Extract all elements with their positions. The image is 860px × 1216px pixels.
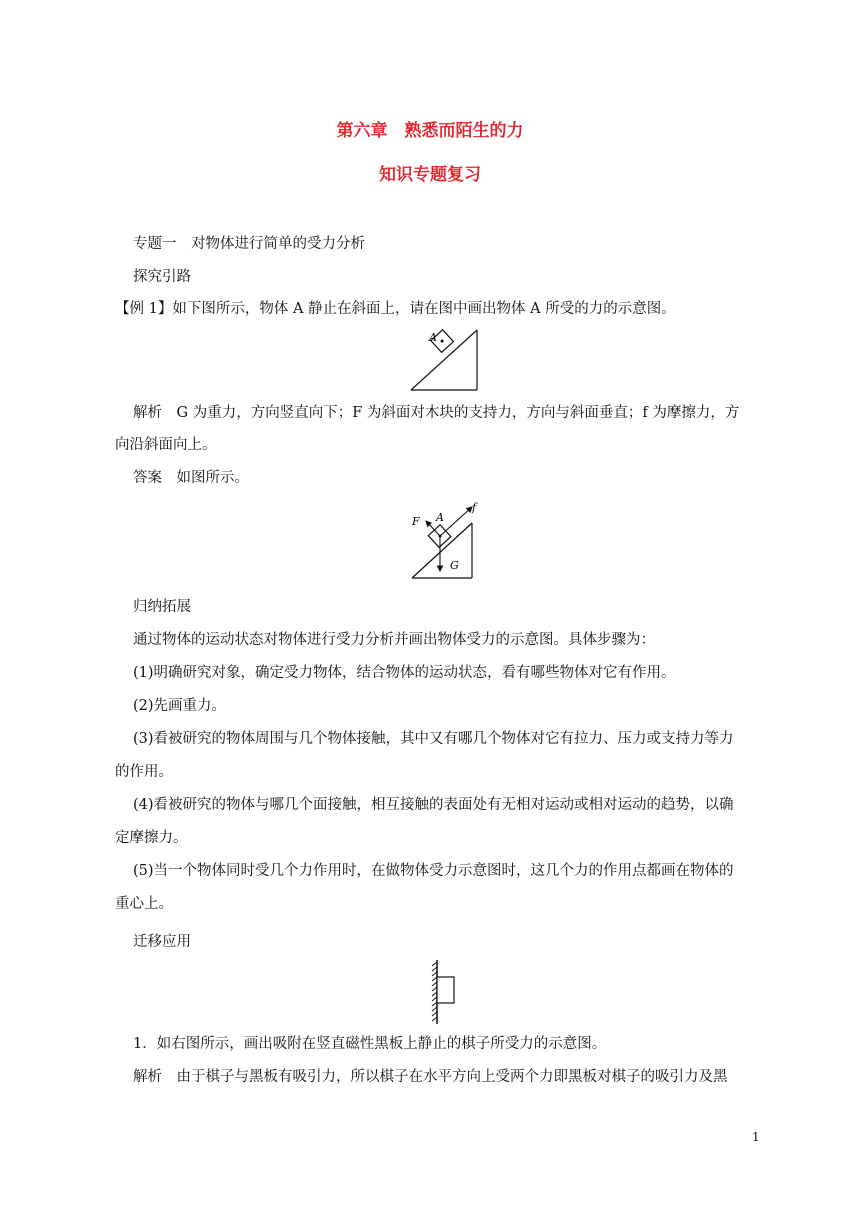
question-1-analysis: 解析 由于棋子与黑板有吸引力，所以棋子在水平方向上受两个力即黑板对棋子的吸引力及黑 [133, 1069, 728, 1085]
apply-heading: 迁移应用 [133, 934, 191, 950]
explore-heading: 探究引路 [133, 269, 191, 285]
summary-intro: 通过物体的运动状态对物体进行受力分析并画出物体受力的示意图。具体步骤为： [133, 632, 655, 648]
incline-figure-1 [405, 326, 485, 394]
step-1: (1)明确研究对象，确定受力物体，结合物体的运动状态，看有哪些物体对它有作用。 [133, 665, 676, 681]
summary-heading: 归纳拓展 [133, 599, 191, 615]
subtitle: 知识专题复习 [379, 165, 481, 185]
answer-line: 答案 如图所示。 [133, 470, 249, 486]
topic-heading: 专题一 对物体进行简单的受力分析 [133, 236, 365, 252]
step-5-line-2: 重心上。 [115, 896, 173, 912]
chapter-title: 第六章 熟悉而陌生的力 [336, 121, 524, 141]
step-4-line-2: 定摩擦力。 [115, 830, 188, 846]
blackboard-figure [426, 958, 462, 1026]
step-3-line-1: (3)看被研究的物体周围与几个物体接触，其中又有哪几个物体对它有拉力、压力或支持力等力 [133, 731, 734, 747]
block-label: A [436, 511, 444, 524]
step-4-line-1: (4)看被研究的物体与哪几个面接触，相互接触的表面处有无相对运动或相对运动的趋势，以确 [133, 797, 734, 813]
force-diagram-figure [400, 495, 490, 585]
analysis-line-2: 向沿斜面向上。 [115, 437, 217, 453]
example-1: 【例 1】如下图所示，物体 A 静止在斜面上，请在图中画出物体 A 所受的力的示意图。 [115, 301, 676, 317]
force-label-f: f [472, 501, 477, 514]
analysis-line-1: 解析 G 为重力，方向竖直向下；F 为斜面对木块的支持力，方向与斜面垂直；f 为摩擦力，方 [133, 405, 740, 421]
question-1: 1．如右图所示，画出吸附在竖直磁性黑板上静止的棋子所受力的示意图。 [133, 1036, 607, 1052]
step-3-line-2: 的作用。 [115, 764, 173, 780]
step-5-line-1: (5)当一个物体同时受几个力作用时，在做物体受力示意图时，这几个力的作用点都画在物体的 [133, 863, 734, 879]
block-label: A [429, 331, 437, 344]
force-label-F: F [412, 515, 420, 528]
force-label-G: G [450, 559, 459, 572]
step-2: (2)先画重力。 [133, 698, 227, 714]
page-number: 1 [752, 1130, 760, 1144]
